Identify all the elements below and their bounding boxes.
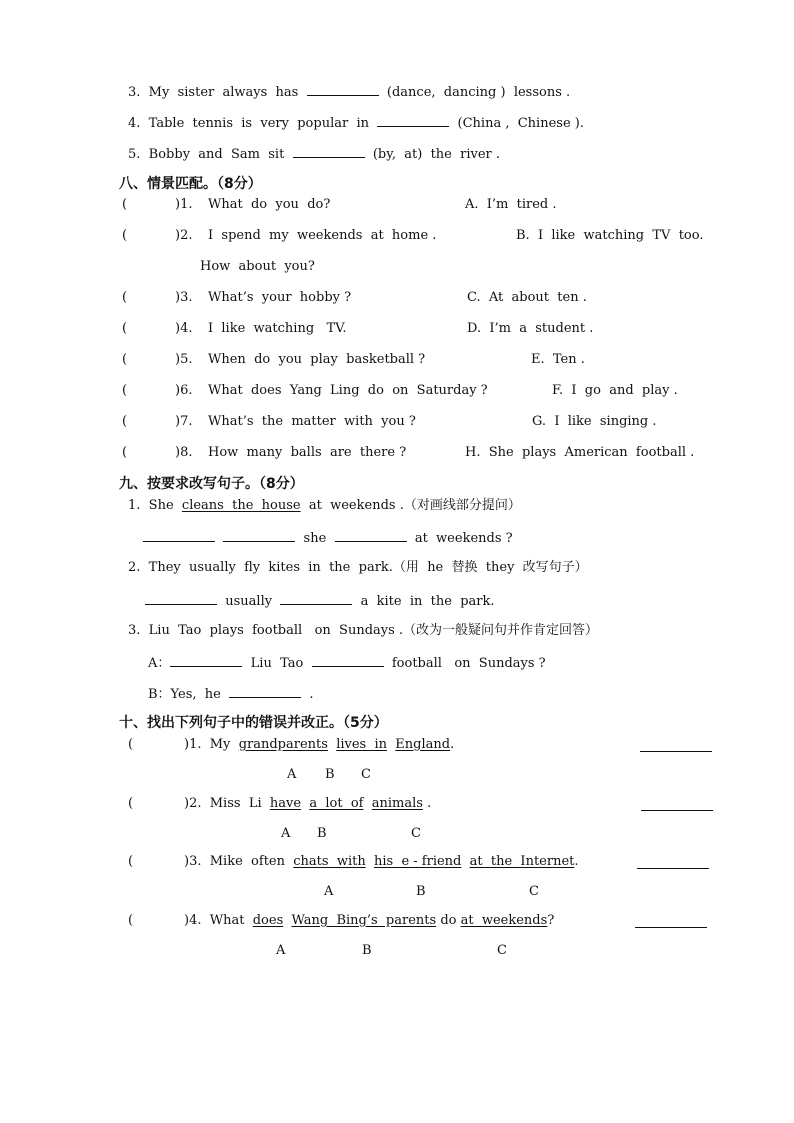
answer-blank[interactable]	[229, 685, 301, 698]
answer-blank[interactable]	[312, 654, 384, 667]
answer-blank[interactable]	[307, 83, 379, 96]
underline-b: lives in	[336, 737, 388, 752]
underline-c: England	[395, 737, 451, 752]
question-text: What does Yang Ling do on Saturday ?	[208, 383, 488, 398]
label-c: C	[411, 826, 421, 841]
option-text: A. I’m tired .	[465, 197, 557, 212]
correction-blank[interactable]	[641, 798, 713, 811]
label-a: A	[324, 884, 334, 899]
question-text-cont: How about you?	[200, 259, 315, 274]
section-10-title: 十、找出下列句子中的错误并改正。（5分）	[119, 715, 388, 731]
answer-blank[interactable]	[293, 145, 365, 158]
option-text: F. I go and play .	[552, 383, 678, 398]
question-text: What’s your hobby ?	[208, 290, 352, 305]
q7-4: 4. Table tennis is very popular in (China , Chinese ).	[128, 116, 584, 131]
correction-blank[interactable]	[637, 856, 709, 869]
q7-3: 3. My sister always has (dance, dancing ) lessons .	[128, 85, 571, 100]
section-9-title: 九、按要求改写句子。（8分）	[119, 476, 304, 492]
label-c: C	[361, 767, 371, 782]
answer-blank[interactable]	[335, 529, 407, 542]
question-text: I like watching TV.	[208, 321, 347, 336]
underline-a: have	[269, 796, 302, 811]
q9-3-answer-a: A： Liu Tao football on Sundays ?	[148, 656, 546, 671]
question-text: What do you do?	[208, 197, 331, 212]
label-b: B	[317, 826, 327, 841]
label-b: B	[362, 943, 372, 958]
answer-blank[interactable]	[377, 114, 449, 127]
underline-a: does	[252, 913, 284, 928]
q9-1-answer: she at weekends ?	[143, 529, 513, 547]
q9-2-answer: usually a kite in the park.	[145, 592, 495, 610]
q9-1: 1. She cleans the house at weekends .（对画线部分提问）	[128, 498, 521, 513]
q9-3: 3. Liu Tao plays football on Sundays .（改为一般疑问句并作肯定回答）	[128, 623, 599, 638]
underline-a: grandparents	[238, 737, 328, 752]
correction-blank[interactable]	[635, 915, 707, 928]
underline-c: at weekends	[460, 913, 548, 928]
correction-blank[interactable]	[640, 739, 712, 752]
question-text: What’s the matter with you ?	[208, 414, 416, 429]
underline-b: his e - friend	[373, 854, 462, 869]
answer-blank[interactable]	[143, 529, 215, 542]
section-8-title: 八、情景匹配。（8分）	[119, 176, 262, 192]
q10-2: )2. Miss Li have a lot of animals .	[184, 796, 432, 811]
label-a: A	[287, 767, 297, 782]
answer-blank[interactable]	[280, 592, 352, 605]
underline-c: at the Internet	[469, 854, 575, 869]
underline-b: Wang Bing’s parents	[291, 913, 437, 928]
label-b: B	[325, 767, 335, 782]
option-text: G. I like singing .	[532, 414, 657, 429]
option-text: E. Ten .	[531, 352, 585, 367]
question-text: I spend my weekends at home .	[208, 228, 437, 243]
q7-5: 5. Bobby and Sam sit (by, at) the river .	[128, 147, 501, 162]
answer-blank[interactable]	[170, 654, 242, 667]
q9-3-answer-b: B：Yes, he .	[148, 687, 314, 702]
answer-blank[interactable]	[223, 529, 295, 542]
label-a: A	[276, 943, 286, 958]
underline-a: chats with	[293, 854, 366, 869]
answer-blank[interactable]	[145, 592, 217, 605]
question-text: How many balls are there ?	[208, 445, 407, 460]
option-text: C. At about ten .	[467, 290, 587, 305]
underline-c: animals	[371, 796, 423, 811]
label-a: A	[281, 826, 291, 841]
label-c: C	[497, 943, 507, 958]
q10-1: )1. My grandparents lives in England.	[184, 737, 455, 752]
label-c: C	[529, 884, 539, 899]
option-text: D. I’m a student .	[467, 321, 594, 336]
q10-4: )4. What does Wang Bing’s parents do at weekends?	[184, 913, 555, 928]
question-text: When do you play basketball ?	[208, 352, 426, 367]
label-b: B	[416, 884, 426, 899]
q10-3: )3. Mike often chats with his e - friend at the Internet.	[184, 854, 579, 869]
underlined-part: cleans the house	[181, 498, 301, 513]
underline-b: a lot of	[309, 796, 364, 811]
option-text: B. I like watching TV too.	[516, 228, 704, 243]
option-text: H. She plays American football .	[465, 445, 695, 460]
q9-2: 2. They usually fly kites in the park.（用 he 替换 they 改写句子）	[128, 560, 588, 575]
